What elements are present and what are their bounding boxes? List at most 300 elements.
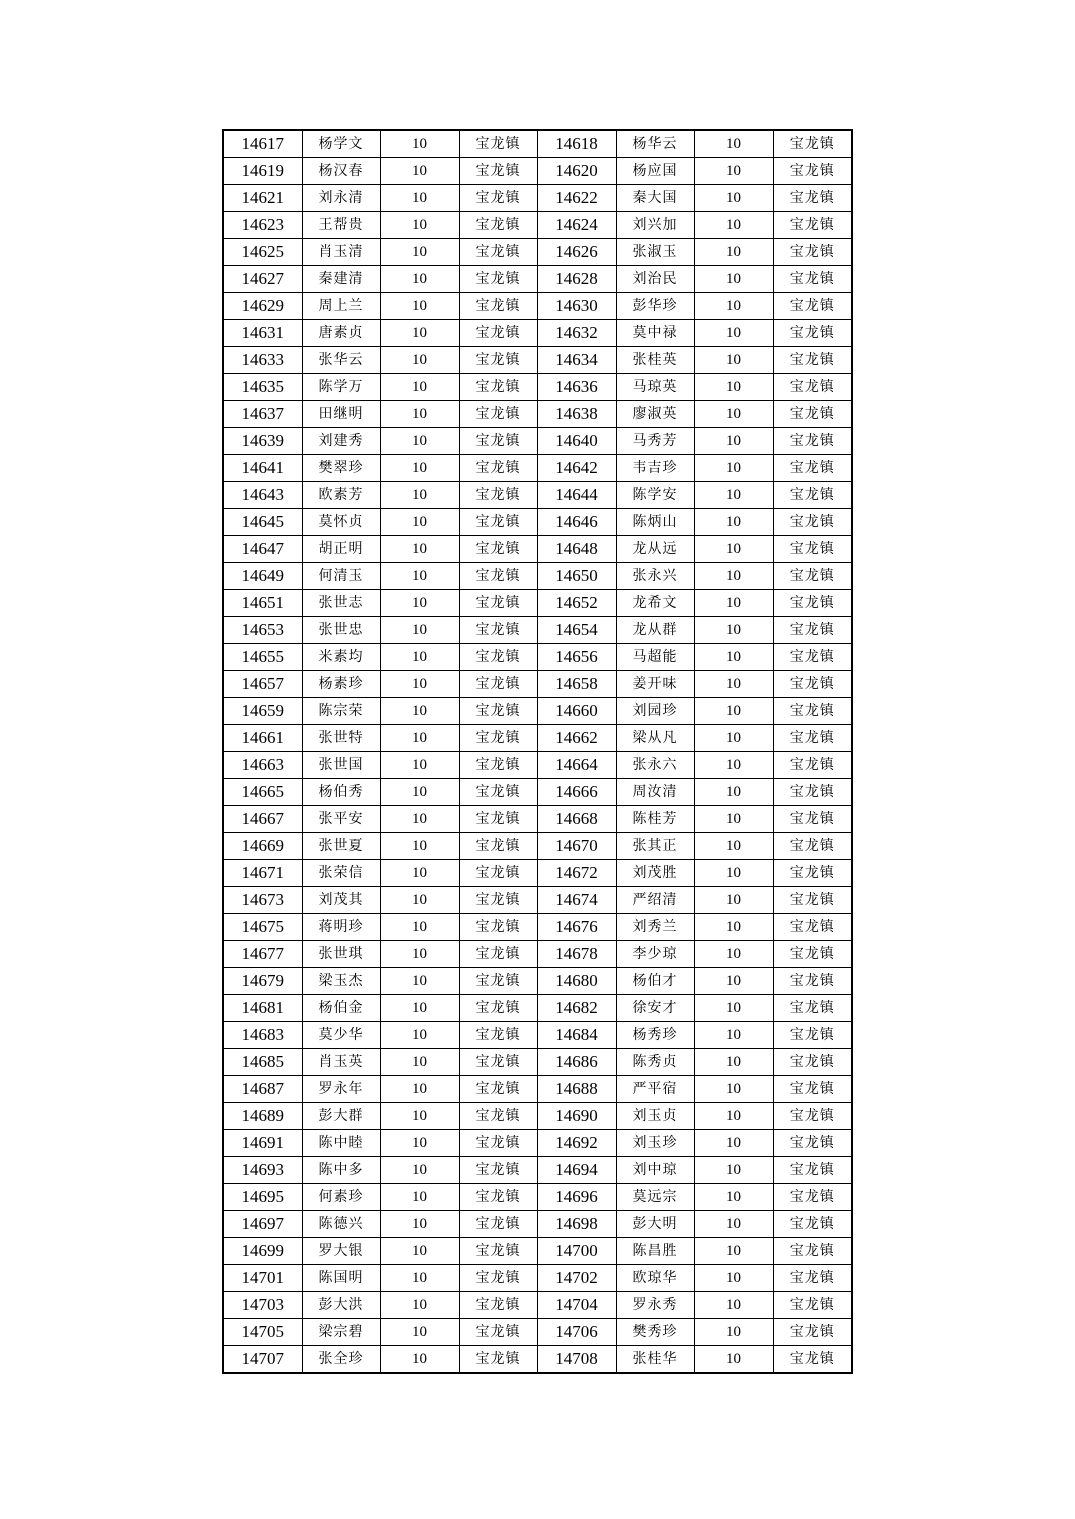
- table-row: [223, 212, 852, 239]
- town-name-cell: 宝龙镇: [773, 374, 852, 401]
- town-name-cell: 宝龙镇: [459, 1049, 537, 1076]
- person-name-cell: 刘玉珍: [616, 1130, 694, 1157]
- record-id-cell: 14682: [537, 995, 616, 1022]
- amount-cell: 10: [380, 1346, 459, 1374]
- town-name-cell: 宝龙镇: [459, 347, 537, 374]
- amount-cell: 10: [694, 1319, 773, 1346]
- record-id-cell: 14618: [537, 130, 616, 158]
- person-name-cell: 刘治民: [616, 266, 694, 293]
- town-name-cell: 宝龙镇: [459, 941, 537, 968]
- record-id-cell: 14706: [537, 1319, 616, 1346]
- town-name-cell: 宝龙镇: [459, 428, 537, 455]
- amount-cell: 10: [694, 347, 773, 374]
- town-name-cell: 宝龙镇: [459, 293, 537, 320]
- record-id-cell: 14652: [537, 590, 616, 617]
- amount-cell: 10: [380, 1157, 459, 1184]
- person-name-cell: 欧琼华: [616, 1265, 694, 1292]
- record-id-cell: 14679: [223, 968, 302, 995]
- town-name-cell: 宝龙镇: [459, 1022, 537, 1049]
- record-id-cell: 14705: [223, 1319, 302, 1346]
- town-name-cell: 宝龙镇: [773, 968, 852, 995]
- record-id-cell: 14641: [223, 455, 302, 482]
- record-id-cell: 14656: [537, 644, 616, 671]
- amount-cell: 10: [380, 1103, 459, 1130]
- person-name-cell: 张其正: [616, 833, 694, 860]
- town-name-cell: 宝龙镇: [459, 914, 537, 941]
- amount-cell: 10: [380, 806, 459, 833]
- person-name-cell: 杨应国: [616, 158, 694, 185]
- record-id-cell: 14665: [223, 779, 302, 806]
- record-id-cell: 14638: [537, 401, 616, 428]
- person-name-cell: 陈昌胜: [616, 1238, 694, 1265]
- record-id-cell: 14671: [223, 860, 302, 887]
- town-name-cell: 宝龙镇: [459, 887, 537, 914]
- table-row: [223, 644, 852, 671]
- table-row: [223, 347, 852, 374]
- person-name-cell: 马秀芳: [616, 428, 694, 455]
- table-row: [223, 1022, 852, 1049]
- town-name-cell: 宝龙镇: [459, 455, 537, 482]
- record-id-cell: 14639: [223, 428, 302, 455]
- town-name-cell: 宝龙镇: [459, 1238, 537, 1265]
- amount-cell: 10: [380, 968, 459, 995]
- town-name-cell: 宝龙镇: [459, 833, 537, 860]
- table-row: [223, 1319, 852, 1346]
- amount-cell: 10: [694, 860, 773, 887]
- person-name-cell: 刘茂其: [302, 887, 380, 914]
- amount-cell: 10: [694, 644, 773, 671]
- town-name-cell: 宝龙镇: [773, 401, 852, 428]
- amount-cell: 10: [694, 185, 773, 212]
- town-name-cell: 宝龙镇: [773, 590, 852, 617]
- town-name-cell: 宝龙镇: [459, 320, 537, 347]
- town-name-cell: 宝龙镇: [459, 374, 537, 401]
- person-name-cell: 彭华珍: [616, 293, 694, 320]
- town-name-cell: 宝龙镇: [459, 130, 537, 158]
- record-id-cell: 14681: [223, 995, 302, 1022]
- person-name-cell: 彭大群: [302, 1103, 380, 1130]
- person-name-cell: 陈桂芳: [616, 806, 694, 833]
- town-name-cell: 宝龙镇: [459, 752, 537, 779]
- table-row: [223, 482, 852, 509]
- table-row: [223, 806, 852, 833]
- roster-table: [222, 129, 853, 1374]
- amount-cell: 10: [694, 320, 773, 347]
- record-id-cell: 14666: [537, 779, 616, 806]
- person-name-cell: 张世忠: [302, 617, 380, 644]
- town-name-cell: 宝龙镇: [459, 158, 537, 185]
- person-name-cell: 韦吉珍: [616, 455, 694, 482]
- table-row: [223, 130, 852, 158]
- record-id-cell: 14630: [537, 293, 616, 320]
- record-id-cell: 14653: [223, 617, 302, 644]
- town-name-cell: 宝龙镇: [459, 1319, 537, 1346]
- amount-cell: 10: [380, 1184, 459, 1211]
- record-id-cell: 14707: [223, 1346, 302, 1374]
- record-id-cell: 14675: [223, 914, 302, 941]
- record-id-cell: 14644: [537, 482, 616, 509]
- amount-cell: 10: [694, 1049, 773, 1076]
- record-id-cell: 14660: [537, 698, 616, 725]
- table-row: [223, 995, 852, 1022]
- record-id-cell: 14654: [537, 617, 616, 644]
- town-name-cell: 宝龙镇: [773, 644, 852, 671]
- amount-cell: 10: [694, 914, 773, 941]
- person-name-cell: 罗永年: [302, 1076, 380, 1103]
- amount-cell: 10: [380, 1130, 459, 1157]
- record-id-cell: 14635: [223, 374, 302, 401]
- record-id-cell: 14698: [537, 1211, 616, 1238]
- town-name-cell: 宝龙镇: [459, 1346, 537, 1374]
- town-name-cell: 宝龙镇: [773, 1157, 852, 1184]
- person-name-cell: 莫少华: [302, 1022, 380, 1049]
- town-name-cell: 宝龙镇: [773, 1076, 852, 1103]
- record-id-cell: 14696: [537, 1184, 616, 1211]
- person-name-cell: 徐安才: [616, 995, 694, 1022]
- amount-cell: 10: [694, 698, 773, 725]
- record-id-cell: 14642: [537, 455, 616, 482]
- amount-cell: 10: [380, 1319, 459, 1346]
- town-name-cell: 宝龙镇: [773, 752, 852, 779]
- amount-cell: 10: [380, 212, 459, 239]
- amount-cell: 10: [694, 590, 773, 617]
- person-name-cell: 刘建秀: [302, 428, 380, 455]
- amount-cell: 10: [694, 671, 773, 698]
- record-id-cell: 14632: [537, 320, 616, 347]
- record-id-cell: 14676: [537, 914, 616, 941]
- amount-cell: 10: [694, 1130, 773, 1157]
- record-id-cell: 14658: [537, 671, 616, 698]
- table-row: [223, 1049, 852, 1076]
- record-id-cell: 14695: [223, 1184, 302, 1211]
- amount-cell: 10: [694, 968, 773, 995]
- person-name-cell: 刘永清: [302, 185, 380, 212]
- person-name-cell: 田继明: [302, 401, 380, 428]
- person-name-cell: 陈学万: [302, 374, 380, 401]
- amount-cell: 10: [694, 536, 773, 563]
- person-name-cell: 周上兰: [302, 293, 380, 320]
- table-row: [223, 779, 852, 806]
- table-row: [223, 1103, 852, 1130]
- record-id-cell: 14700: [537, 1238, 616, 1265]
- town-name-cell: 宝龙镇: [773, 1022, 852, 1049]
- person-name-cell: 梁宗碧: [302, 1319, 380, 1346]
- town-name-cell: 宝龙镇: [459, 995, 537, 1022]
- amount-cell: 10: [380, 482, 459, 509]
- person-name-cell: 陈中睦: [302, 1130, 380, 1157]
- table-row: [223, 455, 852, 482]
- person-name-cell: 张桂华: [616, 1346, 694, 1374]
- table-row: [223, 158, 852, 185]
- record-id-cell: 14690: [537, 1103, 616, 1130]
- person-name-cell: 周汝清: [616, 779, 694, 806]
- person-name-cell: 张淑玉: [616, 239, 694, 266]
- record-id-cell: 14668: [537, 806, 616, 833]
- town-name-cell: 宝龙镇: [459, 725, 537, 752]
- amount-cell: 10: [694, 1076, 773, 1103]
- record-id-cell: 14637: [223, 401, 302, 428]
- amount-cell: 10: [380, 698, 459, 725]
- town-name-cell: 宝龙镇: [773, 563, 852, 590]
- table-row: [223, 617, 852, 644]
- table-row: [223, 887, 852, 914]
- record-id-cell: 14624: [537, 212, 616, 239]
- amount-cell: 10: [694, 887, 773, 914]
- town-name-cell: 宝龙镇: [773, 293, 852, 320]
- record-id-cell: 14701: [223, 1265, 302, 1292]
- record-id-cell: 14657: [223, 671, 302, 698]
- record-id-cell: 14684: [537, 1022, 616, 1049]
- amount-cell: 10: [694, 374, 773, 401]
- town-name-cell: 宝龙镇: [773, 806, 852, 833]
- amount-cell: 10: [694, 509, 773, 536]
- table-row: [223, 914, 852, 941]
- town-name-cell: 宝龙镇: [459, 482, 537, 509]
- table-row: [223, 320, 852, 347]
- amount-cell: 10: [694, 1346, 773, 1374]
- amount-cell: 10: [380, 428, 459, 455]
- person-name-cell: 马超能: [616, 644, 694, 671]
- amount-cell: 10: [694, 779, 773, 806]
- person-name-cell: 张永六: [616, 752, 694, 779]
- town-name-cell: 宝龙镇: [773, 725, 852, 752]
- record-id-cell: 14625: [223, 239, 302, 266]
- amount-cell: 10: [694, 617, 773, 644]
- record-id-cell: 14643: [223, 482, 302, 509]
- amount-cell: 10: [694, 1184, 773, 1211]
- person-name-cell: 肖玉清: [302, 239, 380, 266]
- town-name-cell: 宝龙镇: [459, 590, 537, 617]
- town-name-cell: 宝龙镇: [773, 779, 852, 806]
- town-name-cell: 宝龙镇: [773, 455, 852, 482]
- amount-cell: 10: [694, 995, 773, 1022]
- table-row: [223, 401, 852, 428]
- record-id-cell: 14708: [537, 1346, 616, 1374]
- person-name-cell: 张世志: [302, 590, 380, 617]
- table-row: [223, 563, 852, 590]
- record-id-cell: 14683: [223, 1022, 302, 1049]
- table-row: [223, 968, 852, 995]
- table-row: [223, 1157, 852, 1184]
- town-name-cell: 宝龙镇: [773, 941, 852, 968]
- town-name-cell: 宝龙镇: [773, 482, 852, 509]
- record-id-cell: 14661: [223, 725, 302, 752]
- person-name-cell: 李少琼: [616, 941, 694, 968]
- table-row: [223, 752, 852, 779]
- person-name-cell: 刘园珍: [616, 698, 694, 725]
- person-name-cell: 蒋明珍: [302, 914, 380, 941]
- table-row: [223, 509, 852, 536]
- table-row: [223, 860, 852, 887]
- amount-cell: 10: [694, 1022, 773, 1049]
- person-name-cell: 张全珍: [302, 1346, 380, 1374]
- town-name-cell: 宝龙镇: [773, 1049, 852, 1076]
- record-id-cell: 14694: [537, 1157, 616, 1184]
- amount-cell: 10: [380, 1292, 459, 1319]
- record-id-cell: 14623: [223, 212, 302, 239]
- amount-cell: 10: [694, 158, 773, 185]
- amount-cell: 10: [380, 185, 459, 212]
- town-name-cell: 宝龙镇: [459, 266, 537, 293]
- town-name-cell: 宝龙镇: [773, 1319, 852, 1346]
- table-row: [223, 590, 852, 617]
- person-name-cell: 陈国明: [302, 1265, 380, 1292]
- amount-cell: 10: [380, 860, 459, 887]
- town-name-cell: 宝龙镇: [773, 1130, 852, 1157]
- record-id-cell: 14672: [537, 860, 616, 887]
- person-name-cell: 杨素珍: [302, 671, 380, 698]
- record-id-cell: 14697: [223, 1211, 302, 1238]
- person-name-cell: 龙希文: [616, 590, 694, 617]
- record-id-cell: 14620: [537, 158, 616, 185]
- amount-cell: 10: [694, 401, 773, 428]
- town-name-cell: 宝龙镇: [773, 671, 852, 698]
- record-id-cell: 14673: [223, 887, 302, 914]
- table-row: [223, 725, 852, 752]
- person-name-cell: 秦建清: [302, 266, 380, 293]
- amount-cell: 10: [380, 1022, 459, 1049]
- amount-cell: 10: [694, 1157, 773, 1184]
- person-name-cell: 刘秀兰: [616, 914, 694, 941]
- record-id-cell: 14648: [537, 536, 616, 563]
- table-row: [223, 1211, 852, 1238]
- amount-cell: 10: [380, 671, 459, 698]
- town-name-cell: 宝龙镇: [773, 1346, 852, 1374]
- table-row: [223, 374, 852, 401]
- table-row: [223, 1238, 852, 1265]
- amount-cell: 10: [380, 130, 459, 158]
- person-name-cell: 唐素贞: [302, 320, 380, 347]
- person-name-cell: 张平安: [302, 806, 380, 833]
- town-name-cell: 宝龙镇: [773, 698, 852, 725]
- town-name-cell: 宝龙镇: [773, 239, 852, 266]
- person-name-cell: 张荣信: [302, 860, 380, 887]
- person-name-cell: 何清玉: [302, 563, 380, 590]
- record-id-cell: 14640: [537, 428, 616, 455]
- town-name-cell: 宝龙镇: [459, 1076, 537, 1103]
- amount-cell: 10: [694, 1265, 773, 1292]
- record-id-cell: 14667: [223, 806, 302, 833]
- record-id-cell: 14687: [223, 1076, 302, 1103]
- amount-cell: 10: [694, 428, 773, 455]
- person-name-cell: 刘中琼: [616, 1157, 694, 1184]
- amount-cell: 10: [380, 833, 459, 860]
- person-name-cell: 马琼英: [616, 374, 694, 401]
- record-id-cell: 14651: [223, 590, 302, 617]
- town-name-cell: 宝龙镇: [773, 212, 852, 239]
- table-row: [223, 266, 852, 293]
- amount-cell: 10: [694, 563, 773, 590]
- record-id-cell: 14691: [223, 1130, 302, 1157]
- record-id-cell: 14633: [223, 347, 302, 374]
- amount-cell: 10: [694, 455, 773, 482]
- amount-cell: 10: [380, 536, 459, 563]
- person-name-cell: 陈学安: [616, 482, 694, 509]
- record-id-cell: 14619: [223, 158, 302, 185]
- record-id-cell: 14659: [223, 698, 302, 725]
- record-id-cell: 14670: [537, 833, 616, 860]
- table-row: [223, 833, 852, 860]
- table-row: [223, 1130, 852, 1157]
- record-id-cell: 14628: [537, 266, 616, 293]
- amount-cell: 10: [380, 455, 459, 482]
- record-id-cell: 14621: [223, 185, 302, 212]
- amount-cell: 10: [694, 941, 773, 968]
- amount-cell: 10: [380, 1076, 459, 1103]
- town-name-cell: 宝龙镇: [459, 671, 537, 698]
- amount-cell: 10: [694, 833, 773, 860]
- town-name-cell: 宝龙镇: [773, 914, 852, 941]
- person-name-cell: 廖淑英: [616, 401, 694, 428]
- person-name-cell: 陈宗荣: [302, 698, 380, 725]
- person-name-cell: 杨伯金: [302, 995, 380, 1022]
- town-name-cell: 宝龙镇: [773, 617, 852, 644]
- person-name-cell: 张世特: [302, 725, 380, 752]
- town-name-cell: 宝龙镇: [773, 1292, 852, 1319]
- person-name-cell: 陈中多: [302, 1157, 380, 1184]
- table-row: [223, 698, 852, 725]
- record-id-cell: 14680: [537, 968, 616, 995]
- town-name-cell: 宝龙镇: [773, 1265, 852, 1292]
- amount-cell: 10: [380, 320, 459, 347]
- person-name-cell: 严绍清: [616, 887, 694, 914]
- town-name-cell: 宝龙镇: [459, 698, 537, 725]
- town-name-cell: 宝龙镇: [773, 1238, 852, 1265]
- person-name-cell: 姜开味: [616, 671, 694, 698]
- amount-cell: 10: [380, 752, 459, 779]
- amount-cell: 10: [380, 1265, 459, 1292]
- record-id-cell: 14699: [223, 1238, 302, 1265]
- amount-cell: 10: [380, 914, 459, 941]
- person-name-cell: 莫远宗: [616, 1184, 694, 1211]
- record-id-cell: 14655: [223, 644, 302, 671]
- record-id-cell: 14685: [223, 1049, 302, 1076]
- amount-cell: 10: [380, 941, 459, 968]
- person-name-cell: 彭大明: [616, 1211, 694, 1238]
- person-name-cell: 杨伯秀: [302, 779, 380, 806]
- table-row: [223, 536, 852, 563]
- amount-cell: 10: [694, 293, 773, 320]
- amount-cell: 10: [694, 1292, 773, 1319]
- town-name-cell: 宝龙镇: [773, 1184, 852, 1211]
- town-name-cell: 宝龙镇: [459, 644, 537, 671]
- person-name-cell: 陈炳山: [616, 509, 694, 536]
- record-id-cell: 14646: [537, 509, 616, 536]
- table-row: [223, 239, 852, 266]
- table-row: [223, 293, 852, 320]
- amount-cell: 10: [380, 779, 459, 806]
- record-id-cell: 14689: [223, 1103, 302, 1130]
- amount-cell: 10: [694, 130, 773, 158]
- amount-cell: 10: [694, 1211, 773, 1238]
- person-name-cell: 龙从群: [616, 617, 694, 644]
- town-name-cell: 宝龙镇: [459, 968, 537, 995]
- person-name-cell: 樊秀珍: [616, 1319, 694, 1346]
- record-id-cell: 14693: [223, 1157, 302, 1184]
- record-id-cell: 14692: [537, 1130, 616, 1157]
- person-name-cell: 张华云: [302, 347, 380, 374]
- town-name-cell: 宝龙镇: [459, 1103, 537, 1130]
- person-name-cell: 王帮贵: [302, 212, 380, 239]
- record-id-cell: 14703: [223, 1292, 302, 1319]
- amount-cell: 10: [380, 1049, 459, 1076]
- town-name-cell: 宝龙镇: [773, 995, 852, 1022]
- town-name-cell: 宝龙镇: [459, 536, 537, 563]
- record-id-cell: 14662: [537, 725, 616, 752]
- record-id-cell: 14688: [537, 1076, 616, 1103]
- town-name-cell: 宝龙镇: [773, 860, 852, 887]
- town-name-cell: 宝龙镇: [459, 185, 537, 212]
